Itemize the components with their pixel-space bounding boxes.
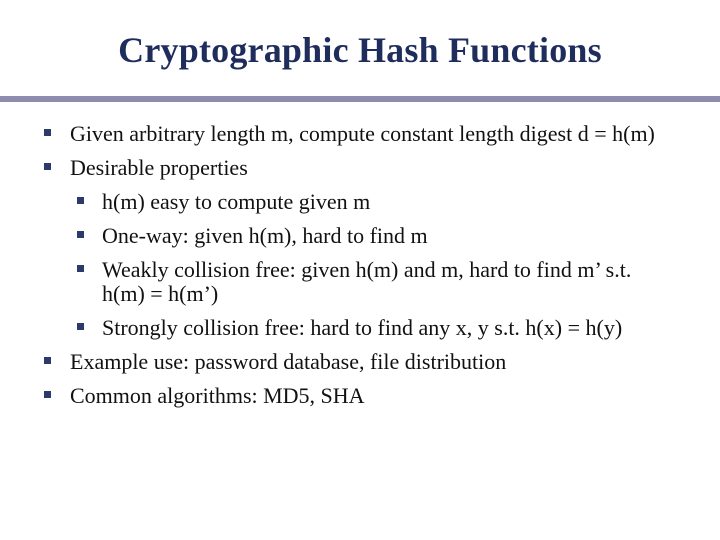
sub-list-item: [0, 224, 670, 248]
list-item: [0, 384, 670, 408]
list-item: [0, 350, 670, 374]
list-item-text: Given arbitrary length m, compute constant length digest d = h(m): [70, 121, 655, 146]
square-bullet-icon: [77, 265, 84, 272]
slide-title: Cryptographic Hash Functions: [118, 30, 602, 70]
square-bullet-icon: [77, 231, 84, 238]
list-item-text: Weakly collision free: given h(m) and m, hard to find m’ s.t. h(m) = h(m’): [102, 257, 632, 306]
list-item: [0, 122, 670, 146]
list-item-text: Desirable properties: [70, 155, 248, 180]
list-item-text: Strongly collision free: hard to find any x, y s.t. h(x) = h(y): [102, 315, 623, 340]
bullet-list: [0, 122, 720, 418]
title-divider: [0, 96, 720, 102]
square-bullet-icon: [44, 163, 51, 170]
list-item: [0, 156, 670, 180]
list-item-text: Common algorithms: MD5, SHA: [70, 383, 365, 408]
square-bullet-icon: [44, 391, 51, 398]
square-bullet-icon: [77, 197, 84, 204]
list-item-text: One-way: given h(m), hard to find m: [102, 223, 428, 248]
sub-list-item: [0, 190, 670, 214]
square-bullet-icon: [44, 129, 51, 136]
sub-list-item: [0, 258, 670, 306]
sub-list-item: [0, 316, 670, 340]
square-bullet-icon: [44, 357, 51, 364]
list-item-text: Example use: password database, file distribution: [70, 349, 507, 374]
list-item-text: h(m) easy to compute given m: [102, 189, 371, 214]
square-bullet-icon: [77, 323, 84, 330]
